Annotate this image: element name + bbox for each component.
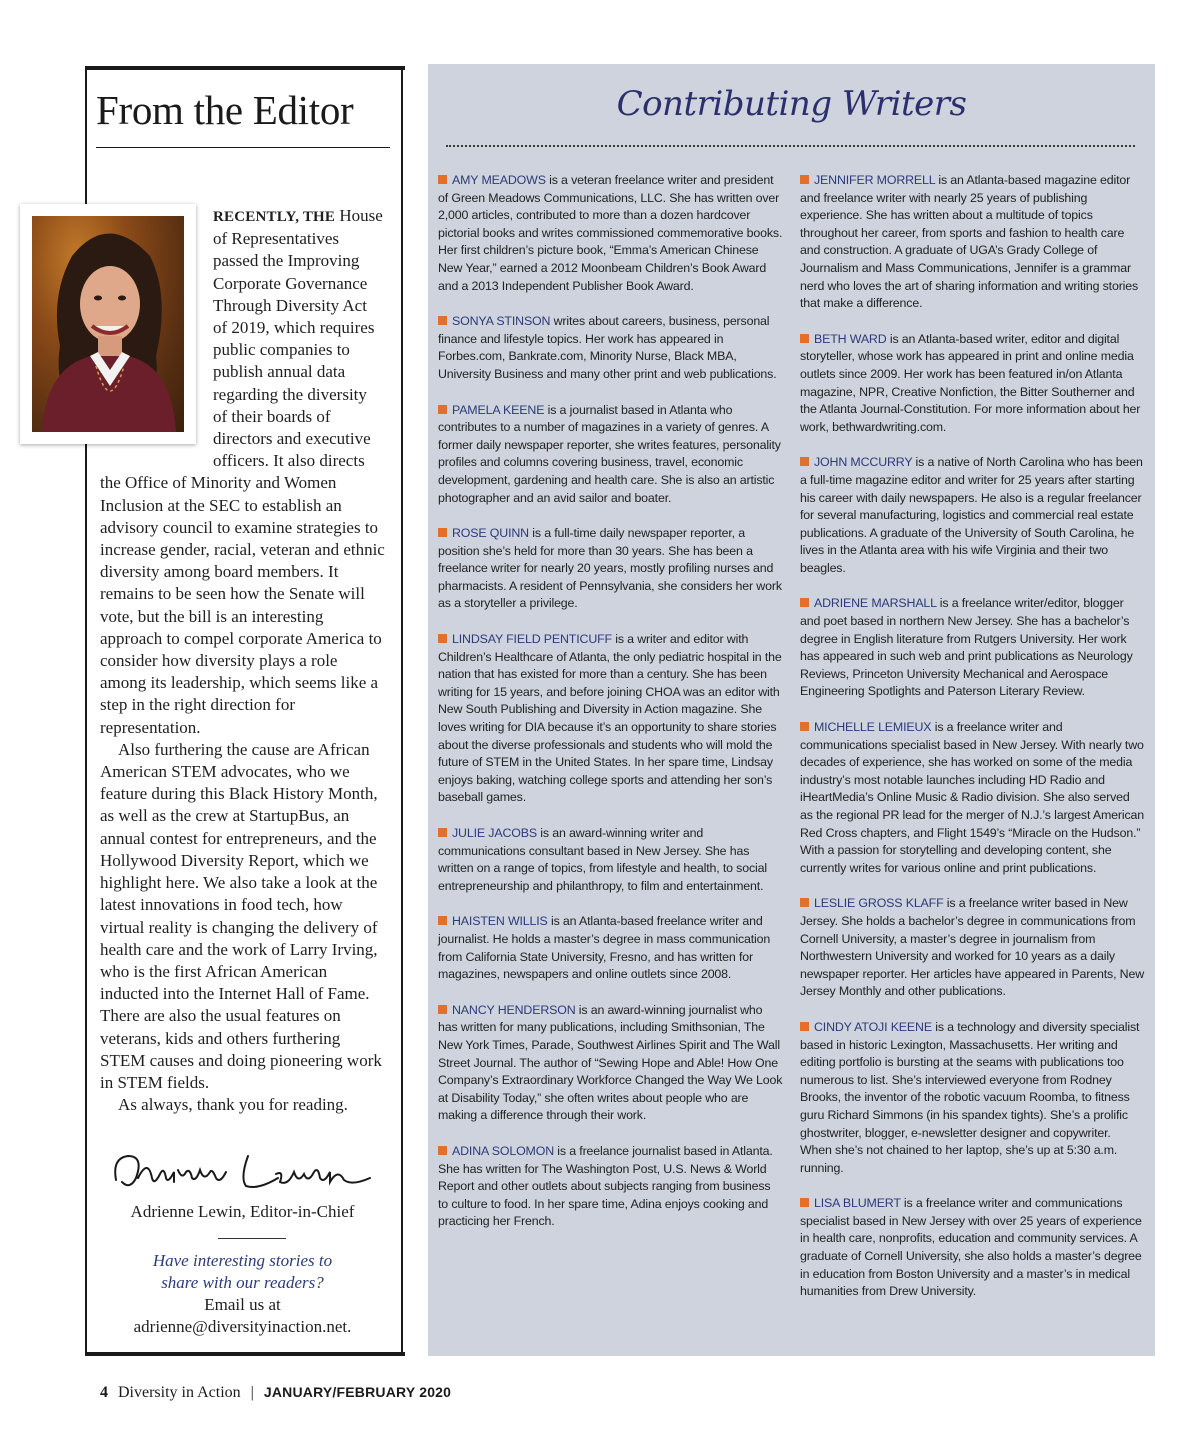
contributor-description: is a journalist based in Atlanta who contributes to a number of magazines in a variety of genres. A former daily newspaper reporter, she writes features, personality profiles and columns covering business, travel, economic development, gardening and health care. She is also an artistic photographer and an avid sailor and boater. <box>438 402 781 505</box>
contributors-column-left <box>438 172 783 1249</box>
bottom-rule <box>85 1352 405 1356</box>
contributor-bio <box>438 913 783 983</box>
contributor-description: is a freelance journalist based in Atlanta. She has written for The Washington Post, U.S. News & World Report and other outlets about subjects ranging from business to culture to food. In her spare time, Adina enjoys cooking and practicing her French. <box>438 1143 773 1229</box>
bullet-square-icon <box>438 828 447 837</box>
contributor-bio <box>800 454 1145 577</box>
contributor-description: is a freelance writer and communications specialist based in New Jersey. With nearly two decades of experience, she has worked on some of the media industry’s most notable launches including HD Radio and iHeartMedia’s Online Music & Radio division. She also served as the regional PR lead for the merger of N.J.’s largest American Red Cross chapters, and Flight 1549’s “Miracle on the Hudson.” With a passion for storytelling and developing content, she currently writes for various online and print publications. <box>800 720 1145 875</box>
bullet-square-icon <box>800 1022 809 1031</box>
contributor-name: LISA BLUMERT <box>814 1196 901 1211</box>
bullet-square-icon <box>800 175 809 184</box>
contributor-bio <box>800 1195 1145 1301</box>
footer-separator: | <box>250 1384 254 1401</box>
contributor-name: HAISTEN WILLIS <box>452 914 548 929</box>
contributor-bio <box>800 172 1145 313</box>
editor-lead-in: RECENTLY, THE <box>213 209 336 225</box>
contributing-writers-panel <box>428 64 1155 1356</box>
bullet-square-icon <box>800 1198 809 1207</box>
contributor-name: LESLIE GROSS KLAFF <box>814 896 944 911</box>
bullet-square-icon <box>438 528 447 537</box>
contributor-name: NANCY HENDERSON <box>452 1002 576 1017</box>
bullet-square-icon <box>800 898 809 907</box>
contributors-column-right <box>800 172 1145 1319</box>
contributor-name: BETH WARD <box>814 331 887 346</box>
contributor-description: is a native of North Carolina who has been a full-time magazine editor and writer for 25 years after starting his career with daily newspapers. He also is a regular freelancer for several manufacturing, logistics and commercial real estate publications. A graduate of the University of South Carolina, he lives in the Atlanta area with his wife Virginia and their two beagles. <box>800 455 1143 575</box>
contributor-bio <box>438 525 783 613</box>
contributor-bio <box>800 595 1145 701</box>
contributor-description: is a writer and editor with Children’s Healthcare of Atlanta, the only pediatric hospital in the nation that has existed for more than a century. She has been writing for 15 years, and before joining CHOA was an editor with New South Publishing and Diversity in Action magazine. She loves writing for DIA because it’s an opportunity to share stories about the diverse professionals and students who will mold the future of STEM in the United States. In her spare time, Lindsay enjoys baking, watching college sports and attending her son’s baseball games. <box>438 632 782 805</box>
page-footer <box>100 1384 451 1402</box>
contributor-name: CINDY ATOJI KEENE <box>814 1019 932 1034</box>
editor-paragraph-2: Also furthering the cause are African American STEM advocates, who we feature during this Black History Month, as well as the crew at StartupBus, an annual contest for entrepreneurs, and the Hollywood Diversity Report, which we highlight here. We also take a look at the latest innovations in food tech, how virtual reality is changing the delivery of health care and the work of Larry Irving, who is the first African American inducted into the Internet Hall of Fame. There are also the usual features on veterans, kids and others furthering STEM causes and doing pioneering work in STEM fields. <box>100 739 382 1092</box>
bullet-square-icon <box>800 722 809 731</box>
contributor-description: is an Atlanta-based magazine editor and freelance writer with nearly 25 years of publishing experience. She has written about a multitude of topics throughout her career, from sports and fashion to health care and construction. A graduate of UGA’s Grady College of Journalism and Mass Communications, Jennifer is a grammar nerd who loves the art of sharing information and writing stories that make a difference. <box>800 173 1139 311</box>
contributor-bio <box>438 1002 783 1125</box>
magazine-name: Diversity in Action <box>118 1384 241 1401</box>
contributor-description: is a veteran freelance writer and president of Green Meadows Communications, LLC. She has written over 2,000 articles, contributed to more than a dozen hardcover pictorial books and writes commissioned commemorative books. Her first children’s picture book, “Emma’s American Chinese New Year,” earned a 2012 Moonbeam Children’s Book Award and a 2013 Independent Publisher Book Award. <box>438 173 783 293</box>
contributor-bio <box>438 313 783 383</box>
contributor-bio <box>800 895 1145 1001</box>
contributor-name: ROSE QUINN <box>452 526 529 541</box>
contributor-description: is a freelance writer based in New Jersey. She holds a bachelor’s degree in communications from Cornell University, a master’s degree in journalism from Northwestern University and worked for 10 years as a daily newspaper reporter. Her articles have appeared in Parents, New Jersey Monthly and other publications. <box>800 896 1145 999</box>
editor-title: From the Editor <box>96 87 354 133</box>
contributor-name: MICHELLE LEMIEUX <box>814 720 932 735</box>
editor-letter <box>100 205 385 1116</box>
contributors-title: Contributing Writers <box>616 84 967 124</box>
contributor-description: is an award-winning writer and communications consultant based in New Jersey. She has written on a range of topics, from lifestyle and health, to social entrepreneurship and philanthropy, to film and entertainment. <box>438 826 767 893</box>
contributor-name: ADRIENE MARSHALL <box>814 596 937 611</box>
editor-name-title: Adrienne Lewin, Editor-in-Chief <box>130 1202 355 1221</box>
contributor-bio <box>800 331 1145 437</box>
contributor-bio <box>438 402 783 508</box>
contact-callout <box>100 1250 385 1338</box>
contributor-name: AMY MEADOWS <box>452 173 546 187</box>
contributor-bio <box>438 631 783 807</box>
contributor-description: is an award-winning journalist who has written for many publications, including Smithsonian, The New York Times, Parade, Southwest Airlines Spirit and The Wall Street Journal. The author of “Sewing Hope and Able! How One Company’s Extraordinary Workforce Changed the Way We Look at Disability Today,” she often writes about people who are making a difference through their work. <box>438 1002 783 1123</box>
contributor-description: writes about careers, business, personal finance and lifestyle topics. Her work has appeared in Forbes.com, Bankrate.com, Minority Nurse, Black MBA, University Business and many other print and web publications. <box>438 314 777 381</box>
cta-line-1: Have interesting stories to <box>152 1251 333 1270</box>
contributor-description: is a freelance writer/editor, blogger and poet based in northern New Jersey. She has a bachelor’s degree in English literature from Rutgers University. Her work has appeared in such web and print publications as Neurology Reviews, Princeton University Mechanical and Aerospace Engineering Spotlights and Paterson Literary Review. <box>800 596 1133 699</box>
contributor-name: JULIE JACOBS <box>452 826 537 840</box>
signature-script <box>108 1148 378 1198</box>
contributor-name: LINDSAY FIELD PENTICUFF <box>452 632 612 647</box>
top-rule <box>85 66 405 70</box>
bullet-square-icon <box>438 175 447 184</box>
contributor-bio <box>438 172 783 295</box>
bullet-square-icon <box>438 916 447 925</box>
bullet-square-icon <box>800 334 809 343</box>
bullet-square-icon <box>438 316 447 325</box>
page-number: 4 <box>100 1384 108 1401</box>
contributor-name: ADINA SOLOMON <box>452 1143 555 1158</box>
bullet-square-icon <box>800 457 809 466</box>
contributor-description: is an Atlanta-based freelance writer and journalist. He holds a master’s degree in mass communication from California State University, Fresno, and has written for magazines, newspapers and online outlets since 2008. <box>438 914 771 982</box>
contributor-description: is an Atlanta-based writer, editor and digital storyteller, whose work has appeared in print and online media outlets since 2009. Her work has been featured in/on Atlanta magazine, NPR, Creative Nonfiction, the Bitter Southerner and the Atlanta Journal-Constitution. For more information about her work, bethwardwriting.com. <box>800 331 1141 434</box>
contributor-description: is a full-time daily newspaper reporter, a position she’s held for more than 30 years. She has been a freelance writer for nearly 20 years, mostly profiling nurses and pharmacists. A resident of Pennsylvania, she considers her work as a storyteller a privilege. <box>438 526 782 611</box>
contributor-description: is a freelance writer and communications specialist based in New Jersey with over 25 years of experience in health care, nonprofits, education and community services. A graduate of Cornell University, she also holds a master’s degree in education from Boston University and a master’s in medical humanities from Drew University. <box>800 1196 1142 1299</box>
editor-paragraph-3: As always, thank you for reading. <box>118 1095 348 1115</box>
contributor-name: JENNIFER MORRELL <box>814 173 936 187</box>
editor-paragraph-1: House of Representatives passed the Improving Corporate Governance Through Diversity Act of 2019, which requires public companies to publish annual data regarding the diversity of their boards of directors and executive officers. It also directs the Office of Minority and Women Inclusion at the SEC to establish an advisory council to examine strategies to increase gender, racial, veteran and ethnic diversity among board members. It remains to be seen how the Senate will vote, but the bill is an interesting approach to compel corporate America to consider how diversity plays a role among its leadership, which seems like a step in the right direction for representation. <box>100 206 385 737</box>
bullet-square-icon <box>438 1146 447 1155</box>
bullet-square-icon <box>438 1005 447 1014</box>
cta-divider <box>218 1238 286 1239</box>
contributor-bio <box>438 825 783 895</box>
dotted-divider <box>446 145 1135 147</box>
cta-line-2: share with our readers? <box>161 1273 324 1292</box>
contributor-description: is a technology and diversity specialist based in historic Lexington, Massachusetts. Her writing and editing portfolio is bursting at the seams with publications too numerous to list. She’s interviewed everyone from Rodney Brooks, the inventor of the robotic vacuum Roomba, to fitness guru Richard Simmons (in his spandex tights). She’s a prolific ghostwriter, blogger, e-newsletter designer and copywriter. When she’s not chained to her laptop, she’s up at 5:30 a.m. running. <box>800 1019 1140 1175</box>
bullet-square-icon <box>438 634 447 643</box>
contributor-bio <box>800 719 1145 877</box>
right-border <box>401 66 403 1356</box>
editor-signature <box>108 1148 378 1203</box>
photo-wrap-spacer <box>100 205 213 463</box>
issue-date: JANUARY/FEBRUARY 2020 <box>263 1384 452 1400</box>
contributor-bio <box>438 1143 783 1231</box>
bullet-square-icon <box>438 405 447 414</box>
contributor-name: SONYA STINSON <box>452 314 551 329</box>
contributor-bio <box>800 1019 1145 1177</box>
bullet-square-icon <box>800 598 809 607</box>
contributor-name: PAMELA KEENE <box>452 402 545 417</box>
contributor-name: JOHN MCCURRY <box>814 455 913 470</box>
cta-line-3: Email us at <box>204 1295 281 1314</box>
editor-email-link[interactable]: adrienne@diversityinaction.net. <box>133 1317 352 1336</box>
title-rule <box>96 147 390 148</box>
